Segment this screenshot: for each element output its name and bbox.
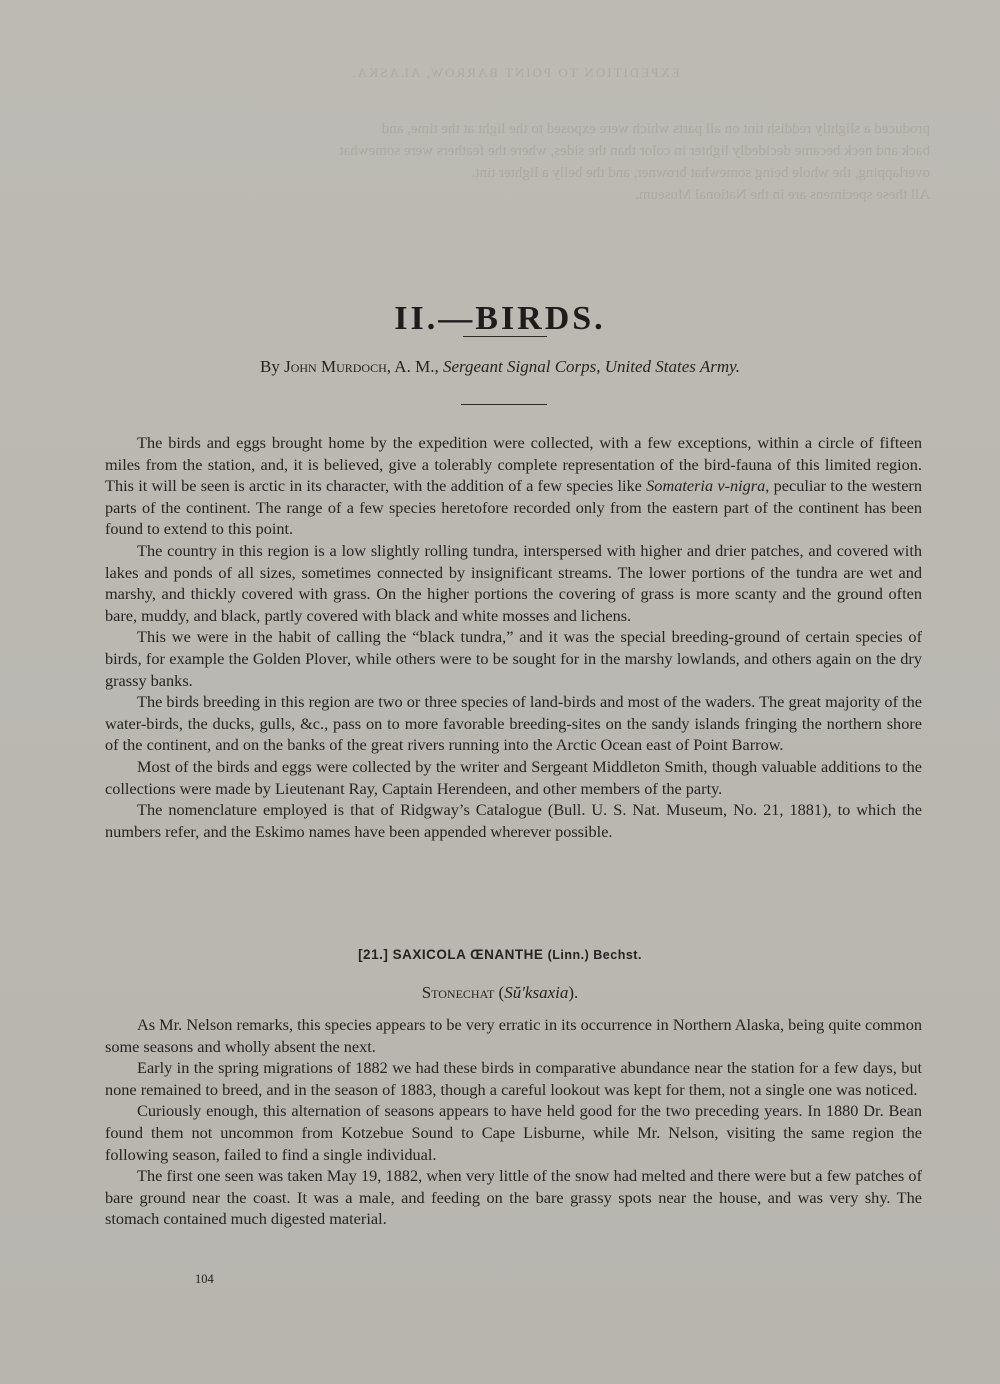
- species-number: [21.]: [358, 947, 389, 962]
- common-name-line: Stonechat (Sŭ′ksaxia).: [421, 983, 579, 1002]
- account-paragraph: As Mr. Nelson remarks, this species appears to be very erratic in its occurrence in Northern Alaska, being quite common some seasons and wholly absent the next.: [105, 1015, 922, 1056]
- show-through-text: back and neck became decidedly lighter in color than the sides, where the feathers were somewhat: [339, 143, 930, 159]
- account-paragraph: Curiously enough, this alternation of seasons appears to have held good for the two preceding years. In 1880 Dr. Bean found them not uncommon from Kotzebue Sound to Cape Lisburne, while Mr. Nelson, visiting the same region the following season, failed to find a single individual.: [105, 1101, 922, 1164]
- byline-prefix: By: [260, 357, 280, 376]
- author-name: John Murdoch: [284, 357, 387, 376]
- show-through-text: produced a slightly reddish tint on all parts which were exposed to the light at the time, and: [381, 121, 930, 137]
- intro-paragraph: The country in this region is a low slightly rolling tundra, interspersed with higher and drier patches, and covered with lakes and ponds of all sizes, sometimes connected by insignificant streams. The lower portions of the tundra are wet and marshy, and thickly covered with grass. On the higher portions the covering of grass is more scanty and the ground often bare, muddy, and black, partly covered with black and white mosses and lichens.: [105, 540, 922, 625]
- intro-paragraph: The nomenclature employed is that of Ridgway’s Catalogue (Bull. U. S. Nat. Museum, No. 21, 1881), to which the numbers refer, and the Eskimo names have been appended wherever possible.: [105, 800, 922, 841]
- account-paragraph: The first one seen was taken May 19, 1882, when very little of the snow had melted and there were but a few patches of bare ground near the coast. It was a male, and feeding on the bare grassy spots near the house, and was very shy. The stomach contained much digested material.: [105, 1166, 922, 1229]
- show-through-text: EXPEDITION TO POINT BARROW, ALASKA.: [350, 65, 680, 80]
- species-name: SAXICOLA ŒNANTHE: [392, 947, 544, 962]
- intro-paragraph: This we were in the habit of calling the “black tundra,” and it was the special breeding-ground of certain species of birds, for example the Golden Plover, while others were to be sought for in the marshy lowlands, and others again on the dry grassy banks.: [105, 627, 922, 690]
- author-degree: , A. M.,: [386, 357, 439, 376]
- title-rule: [463, 336, 547, 337]
- introduction: [105, 432, 922, 842]
- page-number: 104: [195, 1272, 214, 1286]
- eskimo-name: Sŭ′ksaxia: [504, 983, 569, 1002]
- byline: [0, 357, 1000, 377]
- species-reference: Somateria v-nigra: [646, 476, 766, 496]
- account-paragraph: Early in the spring migrations of 1882 we had these birds in comparative abundance near the station for a few days, but none remained to breed, and in the season of 1883, though a careful lookout was kept for them, not a single one was noticed.: [105, 1058, 922, 1099]
- show-through-text: All these specimens are in the National Museum.: [635, 187, 930, 203]
- common-name: Stonechat: [421, 983, 495, 1002]
- show-through-text: overlapping, the whole being somewhat browner, and the belly a lighter tint.: [471, 165, 930, 181]
- intro-paragraph: The birds and eggs brought home by the expedition were collected, with a few exceptions, within a circle of fifteen miles from the station, and, it is believed, give a tolerably complete representation of the bird-fauna of this limited region. This it will be seen is arctic in its character, with the addition of a few species like Somateria v-nigra, peculiar to the western parts of the continent. The range of a few species heretofore recorded only from the eastern part of the continent has been found to extend to this point.: [105, 433, 922, 539]
- species-heading: [0, 947, 1000, 962]
- author-position: Sergeant Signal Corps, United States Army.: [442, 357, 740, 376]
- byline-rule: [461, 404, 547, 405]
- species-account: [105, 1014, 922, 1230]
- intro-paragraph: The birds breeding in this region are two or three species of land-birds and most of the waders. The great majority of the water-birds, the ducks, gulls, &c., pass on to more favorable breeding-sites on the sandy islands fringing the northern shore of the continent, and on the banks of the great rivers running into the Arctic Ocean east of Point Barrow.: [105, 692, 922, 755]
- species-authority: (Linn.) Bechst.: [547, 948, 642, 962]
- chapter-title: II.—BIRDS.: [394, 299, 606, 337]
- intro-paragraph: Most of the birds and eggs were collected by the writer and Sergeant Middleton Smith, though valuable additions to the collections were made by Lieutenant Ray, Captain Herendeen, and other members of the party.: [105, 756, 922, 798]
